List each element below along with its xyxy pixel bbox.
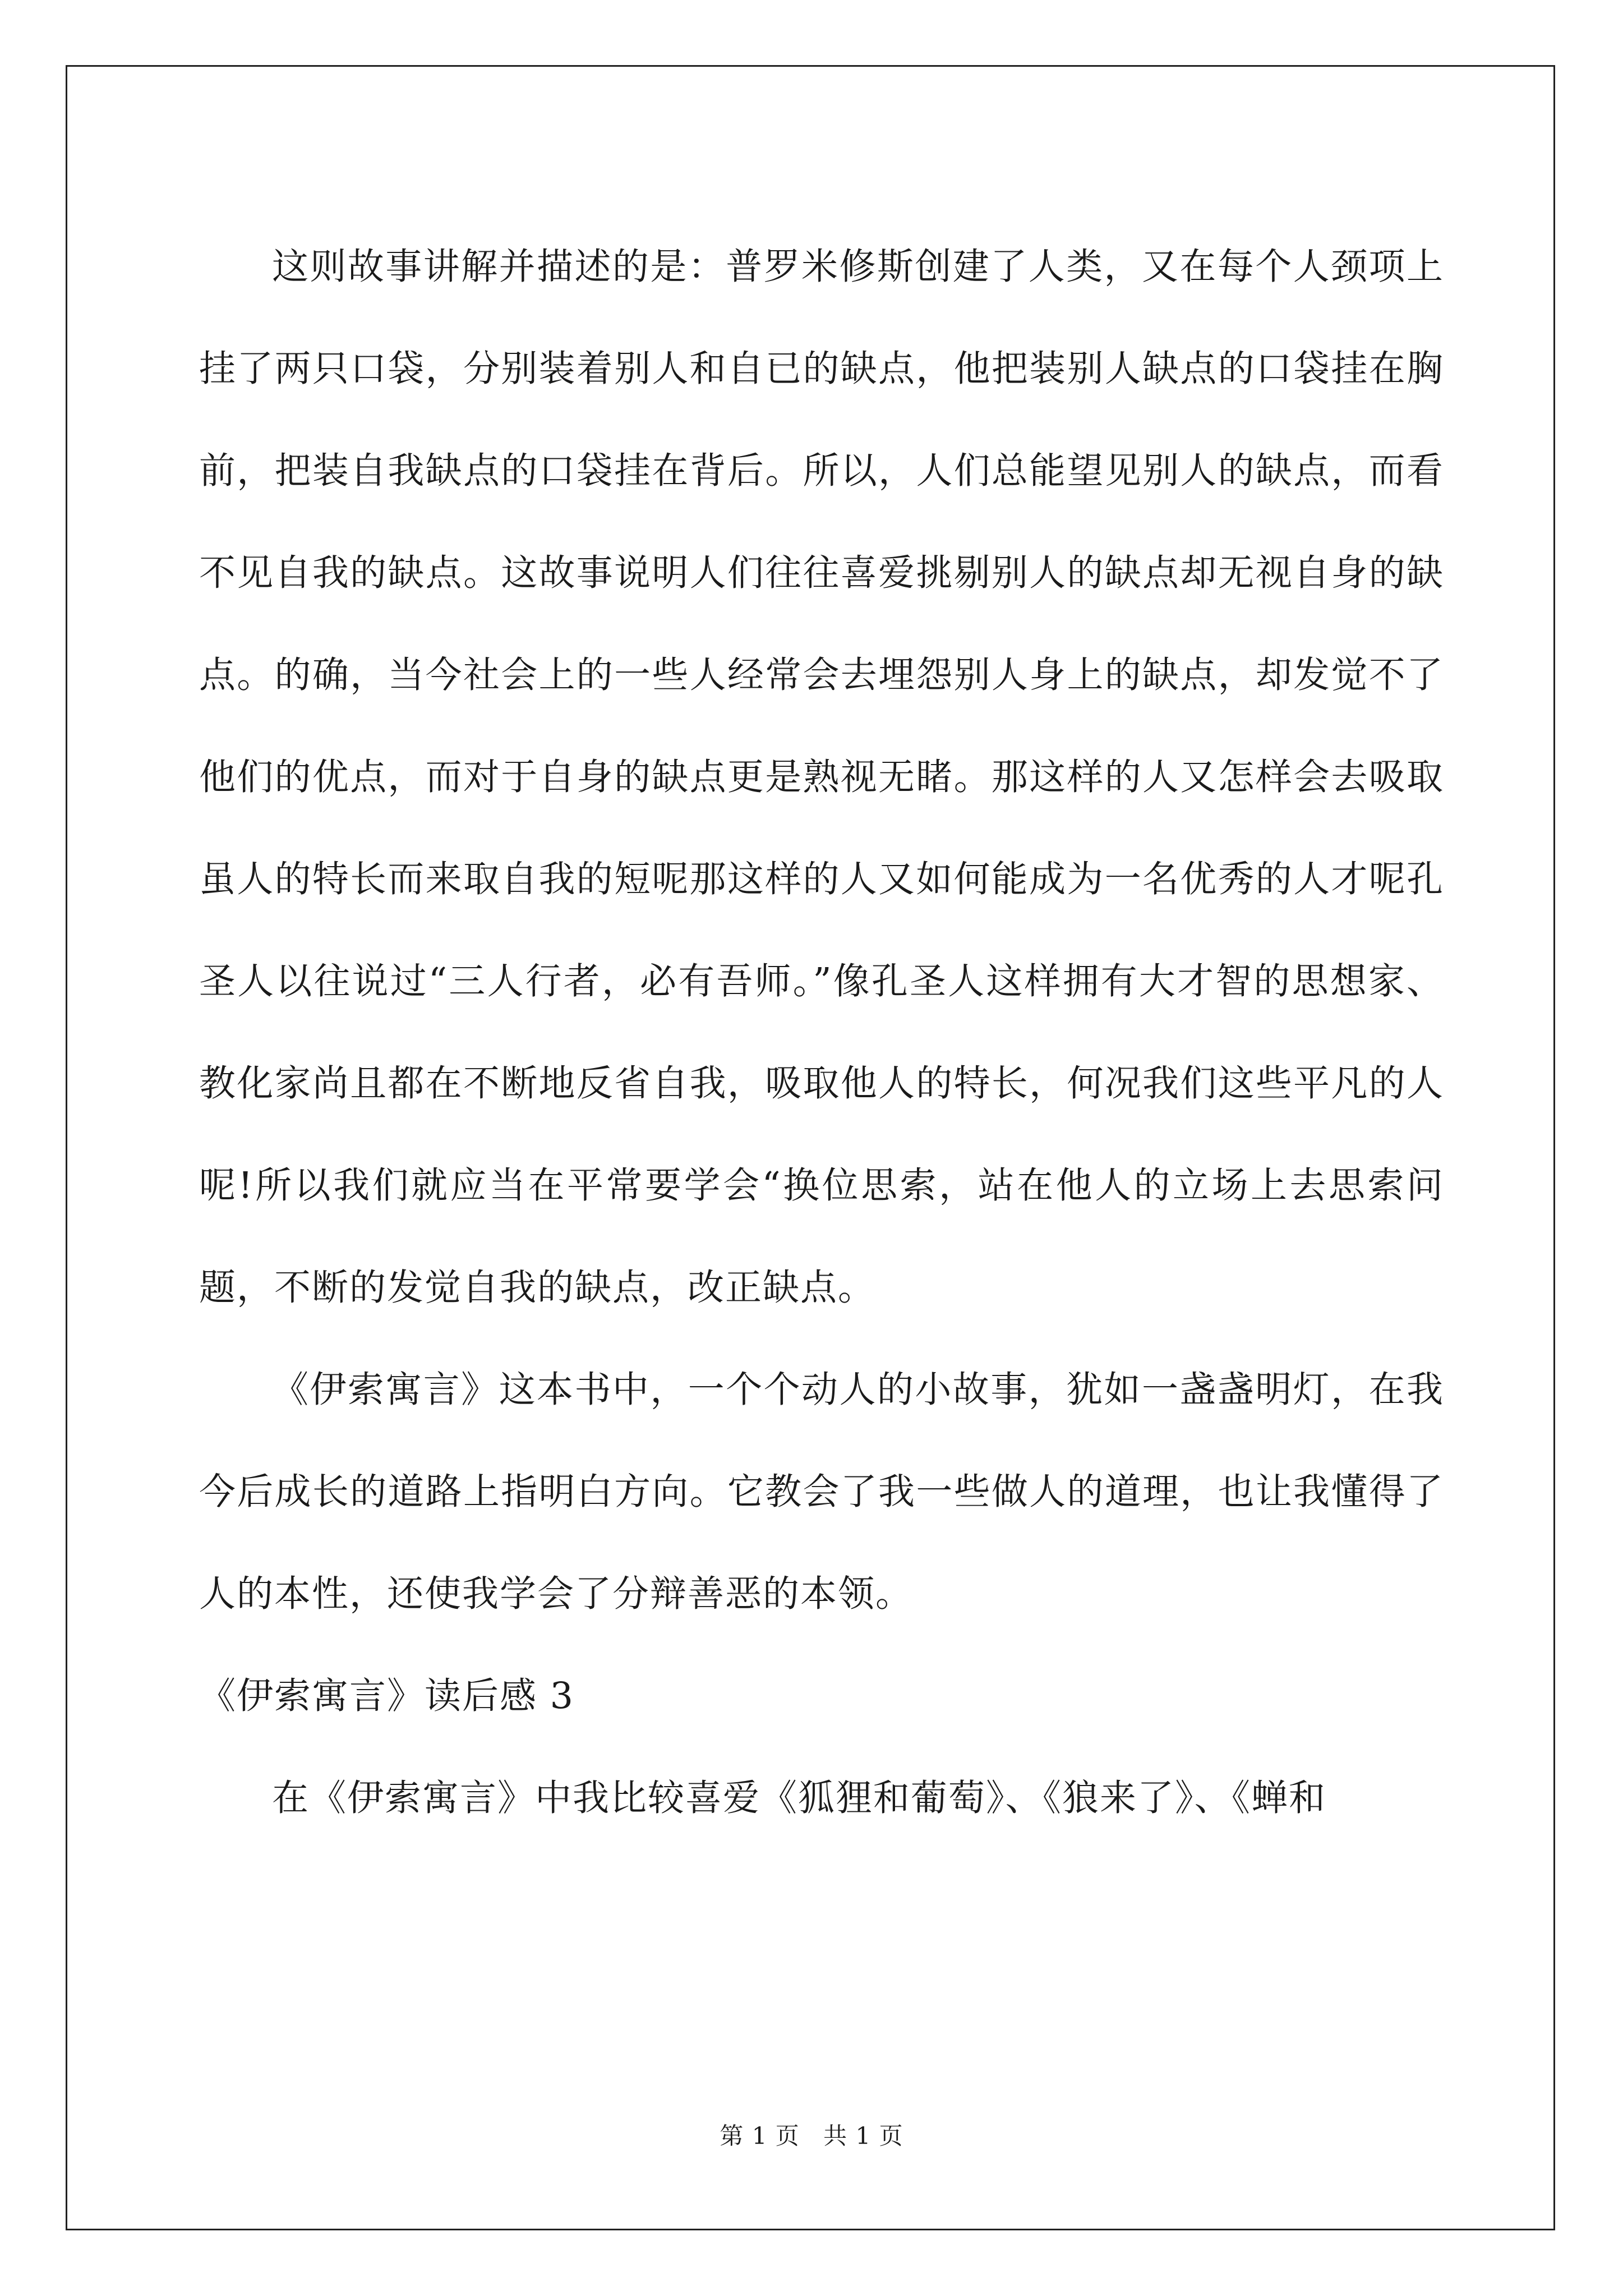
section-heading: 《伊索寓言》读后感 3 xyxy=(199,1675,575,1717)
document-body xyxy=(199,216,1444,1849)
page-footer xyxy=(0,2118,1623,2151)
paragraph-1: 这则故事讲解并描述的是：普罗米修斯创建了人类，又在每个人颈项上挂了两只口袋，分别装着别人和自已的缺点，他把装别人缺点的口袋挂在胸前，把装自我缺点的口袋挂在背后。所以，人们总能望见别人的缺点，而看不见自我的缺点。这故事说明人们往往喜爱挑剔别人的缺点却无视自身的缺点。的确，当今社会上的一些人经常会去埋怨别人身上的缺点，却发觉不了他们的优点，而对于自身的缺点更是熟视无睹。那这样的人又怎样会去吸取虽人的特长而来取自我的短呢那这样的人又如何能成为一名优秀的人才呢孔圣人以往说过“三人行者，必有吾师。”像孔圣人这样拥有大才智的思想家、教化家尚且都在不断地反省自我，吸取他人的特长，何况我们这些平凡的人呢!所以我们就应当在平常要学会“换位思索，站在他人的立场上去思索问题，不断的发觉自我的缺点，改正缺点。 xyxy=(199,246,1444,1309)
paragraph-3: 在《伊索寓言》中我比较喜爱《狐狸和葡萄》、《狼来了》、《蝉和 xyxy=(272,1777,1327,1819)
page-total: 共 1 页 xyxy=(823,2122,903,2150)
page-number: 第 1 页 xyxy=(720,2122,800,2150)
paragraph-2: 《伊索寓言》这本书中，一个个动人的小故事，犹如一盏盏明灯，在我今后成长的道路上指明白方向。它教会了我一些做人的道理，也让我懂得了人的本性，还使我学会了分辩善恶的本领。 xyxy=(199,1369,1444,1615)
